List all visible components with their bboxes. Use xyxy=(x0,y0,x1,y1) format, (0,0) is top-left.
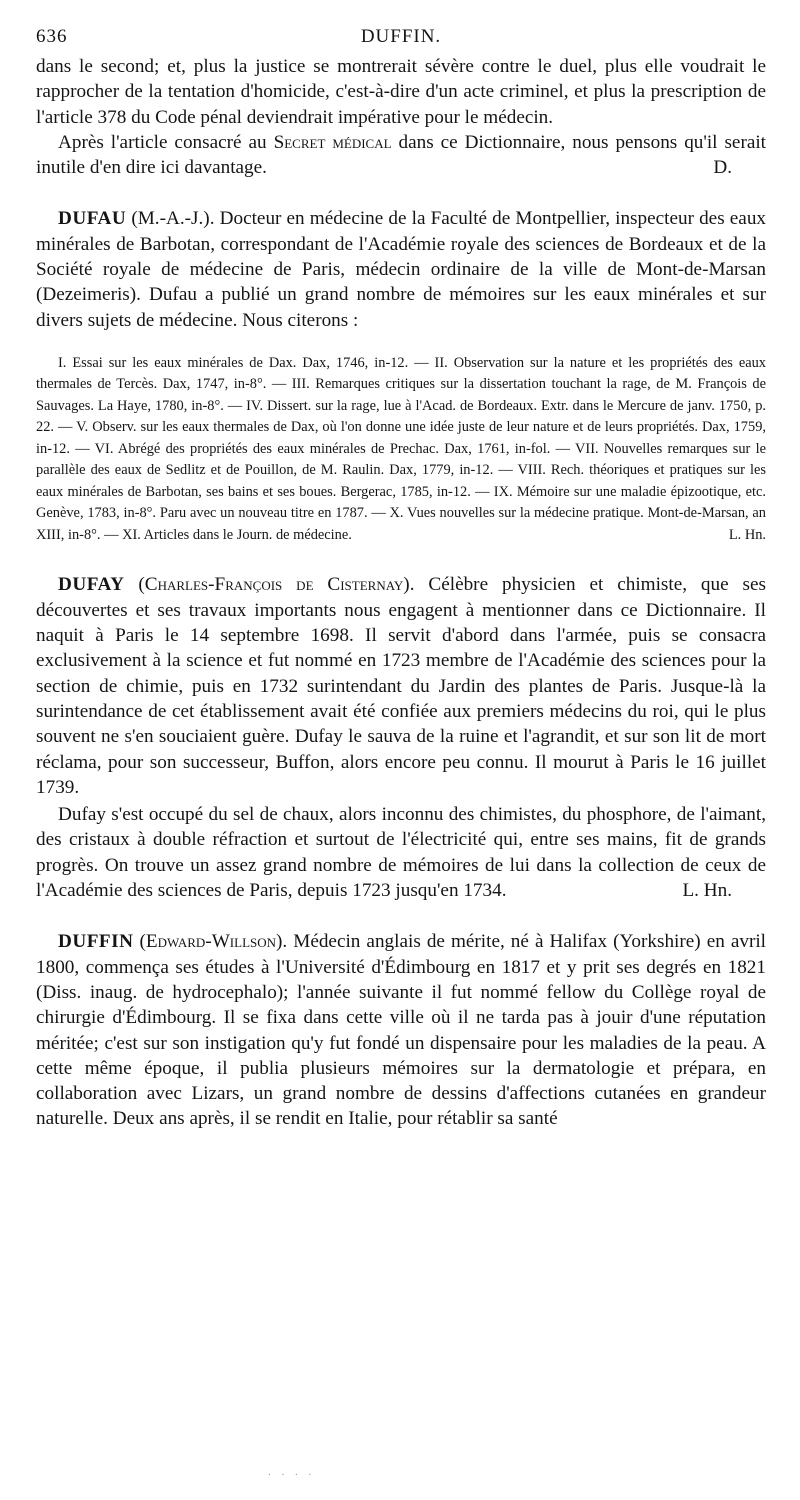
entry-previous-continuation xyxy=(36,54,766,180)
running-title: DUFFIN. xyxy=(360,26,442,47)
continuation-paragraph: dans le second; et, plus la justice se montrerait sévère contre le duel, plus elle voudrait le rapprocher de la tentation d'homicide, c'est-à-dire d'un acte criminel, et plus la prescription de l'article 378 du Code pénal deviendrait impérative pour le médecin. xyxy=(36,56,766,128)
entry-body: Médecin anglais de mérite, né à Halifax (Yorkshire) en avril 1800, commença ses études à l'Université d'Édimbourg en 1817 et y prit ses degrés en 1821 (Diss. inaug. de hydrocephalo); l'année suivante il fut nommé fellow du Collège royal de chirurgie d'Édimbourg. Il se fixa dans cette ville où il ne tarda pas à jouir d'une réputation méritée; c'est sur son instigation qu'y fut fondé un dispensaire pour les maladies de la peau. A cette même époque, il publia plusieurs mémoires sur la dermatologie et prépara, en collaboration avec Lizars, un grand nombre de dessins d'affections cutanées en grandeur naturelle. Deux ans après, il se rendit en Italie, pour rétablir sa santé xyxy=(36,931,767,1130)
dictionary-page xyxy=(36,26,766,1132)
entry-headword: DUFAY xyxy=(58,574,125,596)
page-number: 636 xyxy=(36,26,68,47)
entry-body: Célèbre physicien et chimiste, que ses découvertes et ses travaux importants nous engagent à mentionner dans ce Dictionnaire. Il naquit à Paris le 14 septembre 1698. Il servit d'abord dans l'armée, puis se consacra exclusivement à la science et fut nommé en 1723 membre de l'Académie des sciences pour la section de chimie, puis en 1732 surintendant du Jardin des plantes de Paris. Jusque-là la surintendance de cet établissement avait été confiée aux premiers médecins du roi, qui le plus souvent ne s'en souciaient guère. Dufay le sauva de la ruine et l'agrandit, et sur son lit de mort réclama, pour son successeur, Buffon, alors encore peu connu. Il mourut à Paris le 16 juillet 1739. xyxy=(36,574,767,798)
closing-text-before: Après l'article consacré au xyxy=(58,131,267,153)
author-signature: D. xyxy=(713,157,732,179)
entry-paragraph xyxy=(36,929,766,1131)
entry-headword: DUFFIN xyxy=(58,931,134,953)
entry-paragraph xyxy=(36,572,766,800)
bibliography xyxy=(36,353,766,547)
entry-dufay xyxy=(36,572,766,903)
entry-names: (Charles-François de Cisternay). xyxy=(138,574,415,596)
author-signature: L. Hn. xyxy=(682,880,732,902)
entry-headword: DUFAU xyxy=(58,208,127,230)
bibliography-text: I. Essai sur les eaux minérales de Dax. Dax, 1746, in-12. — II. Observation sur la nature et les propriétés des eaux thermales de Tercès. Dax, 1747, in-8°. — III. Remarques critiques sur la dissertation touchant la rage, de M. François de Sauvages. La Haye, 1780, in-8°. — IV. Dissert. sur la rage, lue à l'Acad. de Bordeaux. Extr. dans le Mercure de janv. 1750, p. 22. — V. Observ. sur les eaux thermales de Dax, où l'on donne une idée juste de leur nature et de leurs propriétés. Dax, 1759, in-12. — VI. Abrégé des propriétés des eaux minérales de Prechac. Dax, 1761, in-fol. — VII. Nouvelles remarques sur le parallèle des eaux de Sedlitz et de Pouillon, de M. Raulin. Dax, 1779, in-12. — VIII. Rech. théoriques et pratiques sur les eaux minérales de Barbotan, ses bains et ses boues. Bergerac, 1785, in-12. — IX. Mémoire sur une maladie épizootique, etc. Genève, 1783, in-8°. Paru avec un nouveau titre en 1787. — X. Vues nouvelles sur la médecine pratique. Mont-de-Marsan, an XIII, in-8°. — XI. Articles dans le Journ. de médecine. xyxy=(36,354,766,543)
entry-paragraph xyxy=(36,206,766,332)
footer-marks: . . . . xyxy=(268,1466,316,1478)
running-head xyxy=(36,26,766,54)
cross-reference: Secret médical xyxy=(273,131,392,153)
closing-text-after: dans ce Dictionnaire, nous pensons qu'il serait inutile d'en dire ici davantage. xyxy=(36,131,767,179)
entry-names: (M.-A.-J.). xyxy=(131,208,215,230)
closing-paragraph xyxy=(36,130,766,181)
entry-paragraph xyxy=(36,802,766,903)
entry-duffin xyxy=(36,929,766,1131)
entry-body: Docteur en médecine de la Faculté de Montpellier, inspecteur des eaux minérales de Barbotan, correspondant de l'Académie royale des sciences de Bordeaux et de la Société royale de médecine de Paris, médecin ordinaire de la ville de Mont-de-Marsan (Dezeimeris). Dufau a publié un grand nombre de mémoires sur les eaux minérales et sur divers sujets de médecine. Nous citerons : xyxy=(36,208,767,331)
entry-body: Dufay s'est occupé du sel de chaux, alors inconnu des chimistes, du phosphore, de l'aimant, des cristaux à double réfraction et surtout de l'électricité qui, entre ses mains, fit de grands progrès. On trouve un assez grand nombre de mémoires de lui dans la collection de ceux de l'Académie des sciences de Paris, depuis 1723 jusqu'en 1734. xyxy=(36,804,766,902)
entry-dufau xyxy=(36,206,766,546)
author-signature: L. Hn. xyxy=(728,526,766,543)
entry-names: (Edward-Willson). xyxy=(139,931,288,953)
